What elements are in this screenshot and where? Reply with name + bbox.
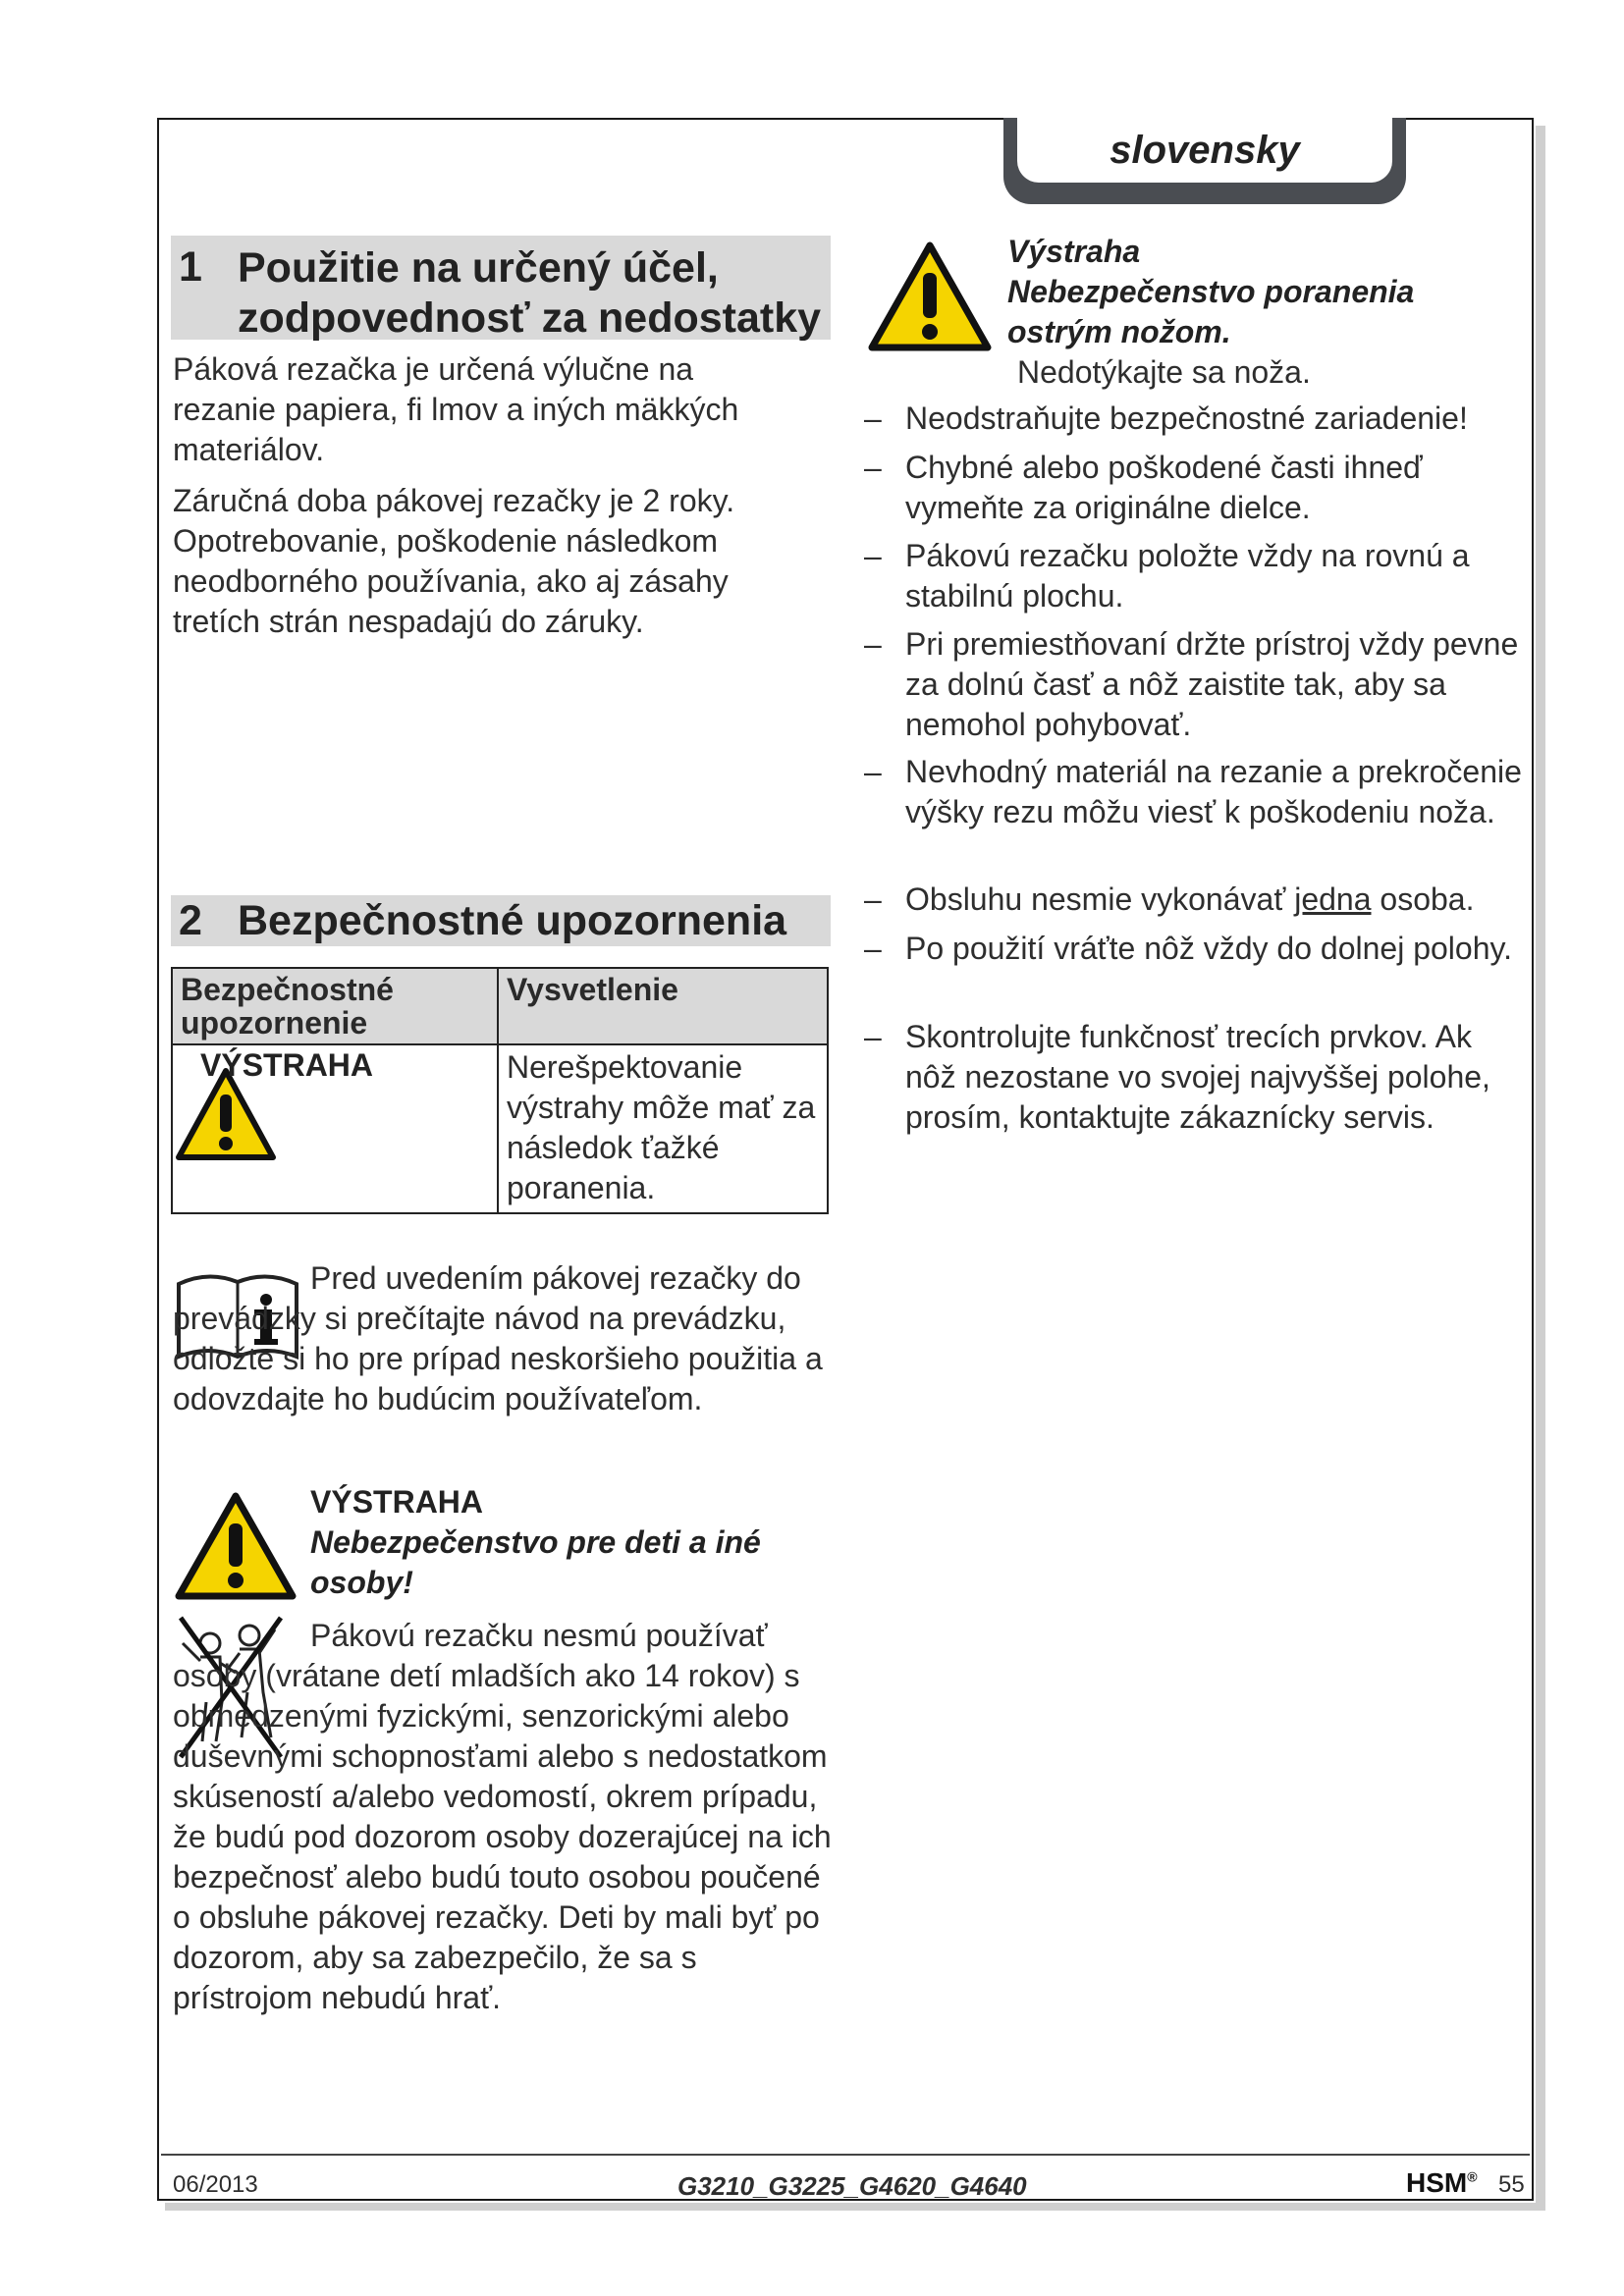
info-paragraph: Pred uvedením pákovej rezačky do prevádzky si prečítajte návod na prevádzku, odložte si ho pre prípad neskoršieho použitia a odovzdajte ho budúcim používateľom. — [173, 1260, 823, 1416]
list-dash: – — [864, 400, 882, 436]
list-dash: – — [864, 626, 882, 662]
table-signal-word: VÝSTRAHA — [200, 1047, 374, 1083]
warning-triangle-icon — [866, 240, 994, 353]
knife-warning-text: Nedotýkajte sa noža. — [1017, 354, 1311, 390]
section-1-para-1: Páková rezačka je určená výlučne na rezanie papiera, fi lmov a iných mäkkých materiálov. — [173, 351, 739, 467]
underlined-word: jedna — [1294, 881, 1372, 917]
knife-warning-subtitle: Nebezpečenstvo poranenia ostrým nožom. — [1007, 274, 1415, 349]
language-tab: slovensky — [1017, 118, 1392, 183]
list-item-text: Pri premiestňovaní držte prístroj vždy pevne za dolnú časť a nôž zaistite tak, aby sa nemohol pohybovať. — [905, 626, 1519, 742]
list-dash: – — [864, 931, 882, 966]
section-1-title: Použitie na určený účel, zodpovednosť za nedostatky — [238, 244, 822, 342]
children-warning-signal: VÝSTRAHA — [310, 1484, 484, 1520]
warning-triangle-icon — [173, 1490, 298, 1602]
brand-logo-text: HSM — [1406, 2167, 1468, 2198]
list-item-text: Neodstraňujte bezpečnostné zariadenie! — [905, 400, 1468, 436]
section-2-number: 2 — [179, 897, 202, 944]
brand-logo — [1406, 2167, 1478, 2199]
section-2-title: Bezpečnostné upozornenia — [238, 897, 787, 944]
list-dash: – — [864, 1019, 882, 1054]
page-number: 55 — [1498, 2171, 1525, 2198]
table-row — [172, 1044, 828, 1213]
list-dash: – — [864, 450, 882, 485]
section-2-heading — [171, 895, 831, 946]
section-1-number: 1 — [179, 243, 202, 291]
table-header-row — [172, 968, 828, 1044]
table-header-explanation: Vysvetlenie — [498, 968, 828, 1044]
table-header-notice: Bezpečnostné upozornenie — [172, 968, 498, 1044]
list-item-text: Chybné alebo poškodené časti ihneď vymeňte za originálne dielce. — [905, 450, 1423, 525]
list-item-text: Po použití vráťte nôž vždy do dolnej polohy. — [905, 931, 1512, 966]
page-shadow-bottom — [165, 2203, 1545, 2211]
list-item-text: Pákovú rezačku položte vždy na rovnú a stabilnú plochu. — [905, 538, 1470, 614]
children-warning-text: Pákovú rezačku nesmú používať osoby (vrátane detí mladších ako 14 rokov) s obmedzenými fyzickými, senzorickými alebo duševnými schopnosťami alebo s nedostatkom skúseností a/alebo vedomostí, okrem prípadu, že budú pod dozorom osoby dozerajúcej na ich bezpečnosť alebo budú touto osobou poučené o obsluhe pákovej rezačky. Deti by mali byť po dozorom, aby sa zabezpečilo, že sa s prístrojom nebudú hrať. — [173, 1618, 832, 2015]
brand-registered-mark: ® — [1467, 2168, 1478, 2185]
footer-models: G3210_G3225_G4620_G4640 — [677, 2171, 1027, 2201]
list-dash: – — [864, 881, 882, 917]
safety-notice-table — [171, 967, 829, 1214]
table-cell-explanation — [498, 1044, 828, 1213]
list-item-text: Obsluhu nesmie vykonávať jedna osoba. — [905, 881, 1475, 917]
children-warning-subtitle: Nebezpečenstvo pre deti a iné osoby! — [310, 1524, 761, 1600]
list-item-text: Skontrolujte funkčnosť trecích prvkov. Ak nôž nezostane vo svojej najvyššej polohe, prosím, kontaktujte zákaznícky servis. — [905, 1019, 1490, 1135]
footer-rule — [161, 2154, 1530, 2156]
list-dash: – — [864, 754, 882, 789]
list-item-text: Nevhodný materiál na rezanie a prekročenie výšky rezu môžu viesť k poškodeniu noža. — [905, 754, 1522, 829]
section-1-para-2: Záručná doba pákovej rezačky je 2 roky. Opotrebovanie, poškodenie následkom neodborného používania, ako aj zásahy tretích strán nespadajú do záruky. — [173, 483, 735, 639]
footer-date: 06/2013 — [173, 2171, 258, 2198]
page-shadow-right — [1536, 126, 1545, 2207]
section-1-heading — [171, 236, 831, 340]
list-dash: – — [864, 538, 882, 573]
table-explanation-text: Nerešpektovanie výstrahy môže mať za následok ťažké poranenia. — [507, 1049, 816, 1205]
knife-warning-title: Výstraha — [1007, 234, 1141, 269]
table-cell-signal — [172, 1044, 498, 1213]
